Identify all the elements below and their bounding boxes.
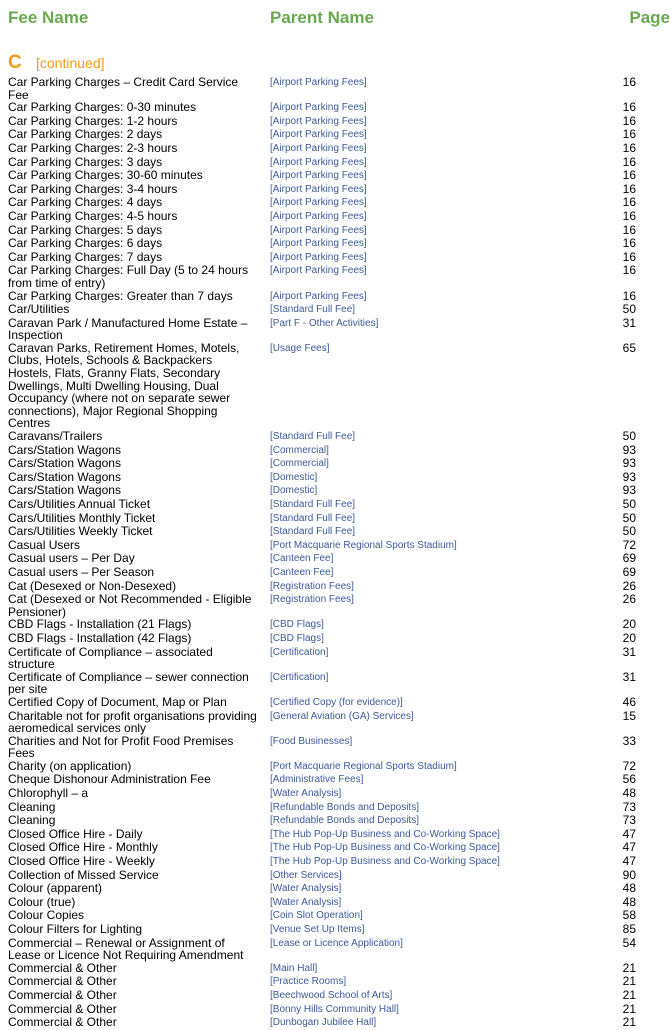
- fee-row: [8, 801, 636, 815]
- page-number: 16: [622, 263, 636, 278]
- page-number: 85: [622, 922, 636, 936]
- fee-name: Colour (apparent): [8, 881, 103, 896]
- fee-name: Car Parking Charges: 7 days: [8, 249, 163, 264]
- parent-name: [Airport Parking Fees]: [270, 210, 367, 222]
- fee-row: [8, 580, 636, 594]
- fee-row: [8, 290, 636, 304]
- fee-name: Certificate of Compliance – sewer connection per site: [8, 669, 249, 697]
- parent-name: [Registration Fees]: [270, 594, 354, 606]
- fee-name: Commercial & Other: [8, 987, 117, 1002]
- page-number: 15: [622, 708, 636, 723]
- parent-name: [Airport Parking Fees]: [270, 142, 367, 154]
- parent-name: [Standard Full Fee]: [270, 304, 356, 316]
- fee-name: Cleaning: [8, 813, 56, 828]
- fee-row: [8, 444, 636, 458]
- page-number: 16: [622, 195, 636, 210]
- page-number: 26: [622, 592, 636, 607]
- fee-row: [8, 115, 636, 129]
- parent-name: [Port Macquarie Regional Sports Stadium]: [270, 760, 457, 772]
- parent-name: [Canteen Fee]: [270, 566, 334, 578]
- page-number: 16: [622, 222, 636, 237]
- parent-name: [Dunbogan Jubilee Hall]: [270, 1017, 377, 1029]
- parent-name: [Other Services]: [270, 869, 342, 881]
- page-number: 16: [622, 236, 636, 251]
- fee-name: Collection of Missed Service: [8, 867, 159, 882]
- fee-name: Closed Office Hire - Monthly: [8, 840, 158, 855]
- fee-row: [8, 317, 636, 342]
- fee-row: [8, 618, 636, 632]
- parent-name: [Standard Full Fee]: [270, 526, 356, 538]
- fee-row: [8, 169, 636, 183]
- fee-name: Casual users – Per Season: [8, 564, 155, 579]
- fee-name: Chlorophyll – a: [8, 786, 89, 801]
- parent-name: [Part F - Other Activities]: [270, 317, 379, 329]
- fee-row: [8, 855, 636, 869]
- parent-name: [Airport Parking Fees]: [270, 251, 367, 263]
- page-number: 50: [622, 302, 636, 317]
- parent-name-header: Parent Name: [270, 8, 374, 27]
- parent-name: [Lease or Licence Application]: [270, 937, 403, 949]
- parent-name: [Commercial]: [270, 444, 329, 456]
- fee-row: [8, 787, 636, 801]
- parent-name: [Port Macquarie Regional Sports Stadium]: [270, 539, 457, 551]
- parent-name: [Domestic]: [270, 471, 318, 483]
- fee-name: Charitable not for profit organisations providing aeromedical services only: [8, 708, 257, 736]
- page-number: 21: [622, 1015, 636, 1030]
- page-number: 93: [622, 483, 636, 498]
- page-number: 54: [622, 935, 636, 950]
- fee-name: Car Parking Charges: 4 days: [8, 195, 163, 210]
- page-number: 16: [622, 208, 636, 223]
- fee-name: Colour Filters for Lighting: [8, 922, 143, 936]
- fee-row: [8, 525, 636, 539]
- parent-name: [The Hub Pop-Up Business and Co-Working Space]: [270, 842, 500, 854]
- page-number: 93: [622, 456, 636, 471]
- parent-name: [Refundable Bonds and Deposits]: [270, 815, 419, 827]
- page-number: 73: [622, 799, 636, 814]
- fee-name: Car Parking Charges: Greater than 7 days: [8, 288, 233, 303]
- fee-row: [8, 264, 636, 289]
- page-header: Page: [629, 8, 670, 27]
- fee-row: [8, 696, 636, 710]
- fee-row: [8, 342, 636, 430]
- fee-row: [8, 512, 636, 526]
- fee-row: [8, 237, 636, 251]
- fee-row: [8, 909, 636, 923]
- fee-name: Commercial & Other: [8, 1001, 117, 1016]
- fee-row: [8, 735, 636, 760]
- parent-name: [Usage Fees]: [270, 342, 330, 354]
- fee-row: [8, 142, 636, 156]
- page-number: 73: [622, 813, 636, 828]
- fee-row: [8, 882, 636, 896]
- fee-name: Commercial & Other: [8, 960, 117, 975]
- page-number: 69: [622, 564, 636, 579]
- fee-name: Cheque Dishonour Administration Fee: [8, 772, 211, 787]
- page-number: 47: [622, 840, 636, 855]
- parent-name: [Practice Rooms]: [270, 976, 347, 988]
- parent-name: [Standard Full Fee]: [270, 512, 356, 524]
- page-number: 16: [622, 288, 636, 303]
- fee-name: Car Parking Charges: 3-4 hours: [8, 181, 178, 196]
- fee-name: Closed Office Hire - Weekly: [8, 854, 155, 869]
- fee-row: [8, 457, 636, 471]
- parent-name: [Airport Parking Fees]: [270, 77, 367, 88]
- fee-name: Car Parking Charges: 2-3 hours: [8, 140, 178, 155]
- parent-name: [Airport Parking Fees]: [270, 183, 367, 195]
- parent-name: [The Hub Pop-Up Business and Co-Working Space]: [270, 856, 500, 868]
- page-number: 65: [622, 340, 636, 355]
- fee-row: [8, 841, 636, 855]
- fee-name: Car Parking Charges: 4-5 hours: [8, 208, 178, 223]
- page-number: 47: [622, 854, 636, 869]
- fee-name: Car Parking Charges: 5 days: [8, 222, 163, 237]
- fee-index-list: [8, 76, 636, 1030]
- fee-name: Cat (Desexed or Not Recommended - Eligible Pensioner): [8, 592, 252, 619]
- parent-name: [Food Businesses]: [270, 735, 353, 747]
- fee-row: [8, 989, 636, 1003]
- page-number: 48: [622, 786, 636, 801]
- parent-name: [The Hub Pop-Up Business and Co-Working Space]: [270, 828, 500, 840]
- fee-row: [8, 962, 636, 976]
- fee-name: Caravan Park / Manufactured Home Estate – Inspection: [8, 315, 248, 343]
- page-number: 21: [622, 1001, 636, 1016]
- parent-name: [Airport Parking Fees]: [270, 290, 367, 302]
- fee-row: [8, 498, 636, 512]
- parent-name: [Water Analysis]: [270, 788, 342, 800]
- page-number: 72: [622, 537, 636, 552]
- parent-name: [Airport Parking Fees]: [270, 129, 367, 141]
- fee-row: [8, 646, 636, 671]
- fee-name: Cars/Utilities Annual Ticket: [8, 497, 151, 511]
- fee-name: Car/Utilities: [8, 302, 70, 317]
- parent-name: [Certification]: [270, 646, 329, 658]
- parent-name: [Venue Set Up Items]: [270, 924, 365, 935]
- parent-name: [Canteen Fee]: [270, 553, 334, 565]
- fee-row: [8, 196, 636, 210]
- fee-row: [8, 251, 636, 265]
- parent-name: [Airport Parking Fees]: [270, 170, 367, 182]
- fee-name: Car Parking Charges: 1-2 hours: [8, 113, 178, 128]
- parent-name: [Commercial]: [270, 458, 329, 470]
- parent-name: [Refundable Bonds and Deposits]: [270, 801, 419, 813]
- parent-name: [Certified Copy (for evidence)]: [270, 696, 403, 708]
- page-number: 50: [622, 429, 636, 444]
- fee-row: [8, 156, 636, 170]
- page-number: 93: [622, 469, 636, 484]
- fee-row: [8, 210, 636, 224]
- section-letter: C: [8, 52, 22, 73]
- fee-row: [8, 471, 636, 485]
- fee-name: Colour Copies: [8, 908, 85, 923]
- fee-row: [8, 869, 636, 883]
- fee-row: [8, 484, 636, 498]
- page-number: 47: [622, 826, 636, 841]
- fee-name: Car Parking Charges: 3 days: [8, 154, 163, 169]
- fee-name: Charity (on application): [8, 758, 132, 773]
- fee-name: Cars/Station Wagons: [8, 469, 121, 484]
- fee-row: [8, 937, 636, 962]
- page-number: 31: [622, 669, 636, 684]
- page-number: 16: [622, 127, 636, 142]
- fee-row: [8, 76, 636, 101]
- page-number: 21: [622, 974, 636, 989]
- fee-name: CBD Flags - Installation (21 Flags): [8, 617, 192, 632]
- page-number: 31: [622, 644, 636, 659]
- parent-name: [Airport Parking Fees]: [270, 224, 367, 236]
- fee-name: Charities and Not for Profit Food Premises Fees: [8, 733, 234, 761]
- parent-name: [Certification]: [270, 671, 329, 683]
- fee-row: [8, 552, 636, 566]
- fee-row: [8, 539, 636, 553]
- section-continued-label: [continued]: [36, 55, 105, 71]
- page-number: 16: [622, 249, 636, 264]
- page-number: 16: [622, 75, 636, 89]
- fee-name: Cat (Desexed or Non-Desexed): [8, 578, 177, 593]
- fee-name: Caravans/Trailers: [8, 429, 103, 444]
- parent-name: [Airport Parking Fees]: [270, 115, 367, 127]
- fee-name: Cars/Station Wagons: [8, 442, 121, 457]
- parent-name: [Coin Slot Operation]: [270, 910, 363, 922]
- fee-row: [8, 975, 636, 989]
- fee-name: Cars/Utilities Monthly Ticket: [8, 510, 156, 525]
- fee-row: [8, 814, 636, 828]
- fee-row: [8, 923, 636, 937]
- fee-name: Cars/Utilities Weekly Ticket: [8, 524, 153, 539]
- fee-row: [8, 760, 636, 774]
- parent-name: [CBD Flags]: [270, 632, 324, 644]
- fee-row: [8, 632, 636, 646]
- fee-name: Cars/Station Wagons: [8, 483, 121, 498]
- parent-name: [Beechwood School of Arts]: [270, 989, 393, 1001]
- fee-row: [8, 773, 636, 787]
- parent-name: [Registration Fees]: [270, 580, 354, 592]
- fee-row: [8, 896, 636, 910]
- fee-row: [8, 593, 636, 618]
- fee-row: [8, 828, 636, 842]
- page-number: 50: [622, 524, 636, 539]
- fee-name: Car Parking Charges: 6 days: [8, 236, 163, 251]
- page-number: 48: [622, 881, 636, 896]
- page-number: 72: [622, 758, 636, 773]
- page-number: 90: [622, 867, 636, 882]
- fee-row: [8, 101, 636, 115]
- parent-name: [Standard Full Fee]: [270, 499, 356, 510]
- page-number: 16: [622, 100, 636, 115]
- parent-name: [Bonny Hills Community Hall]: [270, 1003, 399, 1015]
- fee-name: Cars/Station Wagons: [8, 456, 121, 471]
- parent-name: [Airport Parking Fees]: [270, 156, 367, 168]
- page-number: 50: [622, 510, 636, 525]
- fee-name: Commercial & Other: [8, 1015, 117, 1030]
- page-number: 58: [622, 908, 636, 923]
- parent-name: [CBD Flags]: [270, 619, 324, 631]
- page-number: 16: [622, 140, 636, 155]
- page-number: 93: [622, 442, 636, 457]
- page-number: 16: [622, 168, 636, 183]
- parent-name: [Domestic]: [270, 485, 318, 497]
- fee-name: Commercial – Renewal or Assignment of Lease or Licence Not Requiring Amendment: [8, 935, 244, 963]
- fee-name: Certificate of Compliance – associated structure: [8, 644, 213, 672]
- fee-name: Closed Office Hire - Daily: [8, 826, 143, 841]
- fee-name: Car Parking Charges – Credit Card Service Fee: [8, 75, 239, 102]
- fee-name: Cleaning: [8, 799, 56, 814]
- fee-row: [8, 710, 636, 735]
- parent-name: [Water Analysis]: [270, 883, 342, 895]
- page-number: 56: [622, 772, 636, 787]
- fee-row: [8, 183, 636, 197]
- parent-name: [Airport Parking Fees]: [270, 102, 367, 114]
- fee-row: [8, 566, 636, 580]
- fee-row: [8, 128, 636, 142]
- fee-name: Car Parking Charges: 30-60 minutes: [8, 168, 203, 183]
- fee-row: [8, 1016, 636, 1030]
- page-number: 46: [622, 694, 636, 709]
- fee-row: [8, 671, 636, 696]
- parent-name: [Administrative Fees]: [270, 774, 364, 786]
- page-number: 33: [622, 733, 636, 748]
- fee-name: Car Parking Charges: Full Day (5 to 24 hours from time of entry): [8, 263, 249, 290]
- parent-name: [General Aviation (GA) Services]: [270, 710, 414, 722]
- fee-name: Car Parking Charges: 2 days: [8, 127, 163, 142]
- page-number: 26: [622, 578, 636, 593]
- page-number: 16: [622, 181, 636, 196]
- page-number: 69: [622, 551, 636, 566]
- page-number: 20: [622, 617, 636, 632]
- page-number: 48: [622, 894, 636, 909]
- parent-name: [Main Hall]: [270, 962, 318, 974]
- fee-name: Colour (true): [8, 894, 76, 909]
- parent-name: [Airport Parking Fees]: [270, 197, 367, 209]
- fee-name: Casual users – Per Day: [8, 551, 135, 566]
- page-number: 21: [622, 960, 636, 975]
- parent-name: [Standard Full Fee]: [270, 431, 356, 443]
- parent-name: [Airport Parking Fees]: [270, 265, 367, 277]
- fee-name: Caravan Parks, Retirement Homes, Motels, Clubs, Hotels, Schools & Backpackers Hostels, Flats, Granny Flats, Secondary Dwellings, Multi Dwelling Housing, Dual Occupancy (where not on separate sewer connections), Major Regional Shopping Centres: [8, 340, 240, 431]
- page-number: 16: [622, 154, 636, 169]
- page-number: 16: [622, 113, 636, 128]
- column-header-row: [8, 8, 670, 30]
- fee-name: CBD Flags - Installation (42 Flags): [8, 630, 192, 645]
- parent-name: [Water Analysis]: [270, 896, 342, 908]
- fee-row: [8, 1003, 636, 1017]
- page-number: 31: [622, 315, 636, 330]
- fee-name: Certified Copy of Document, Map or Plan: [8, 694, 227, 709]
- parent-name: [Airport Parking Fees]: [270, 238, 367, 250]
- fee-row: [8, 430, 636, 444]
- fee-name-header: Fee Name: [8, 8, 89, 27]
- fee-row: [8, 224, 636, 238]
- fee-name: Commercial & Other: [8, 974, 117, 989]
- page-number: 50: [622, 497, 636, 511]
- fee-row: [8, 303, 636, 317]
- fee-name: Car Parking Charges: 0-30 minutes: [8, 100, 197, 115]
- page-number: 21: [622, 987, 636, 1002]
- page-number: 20: [622, 630, 636, 645]
- fee-name: Casual Users: [8, 537, 81, 552]
